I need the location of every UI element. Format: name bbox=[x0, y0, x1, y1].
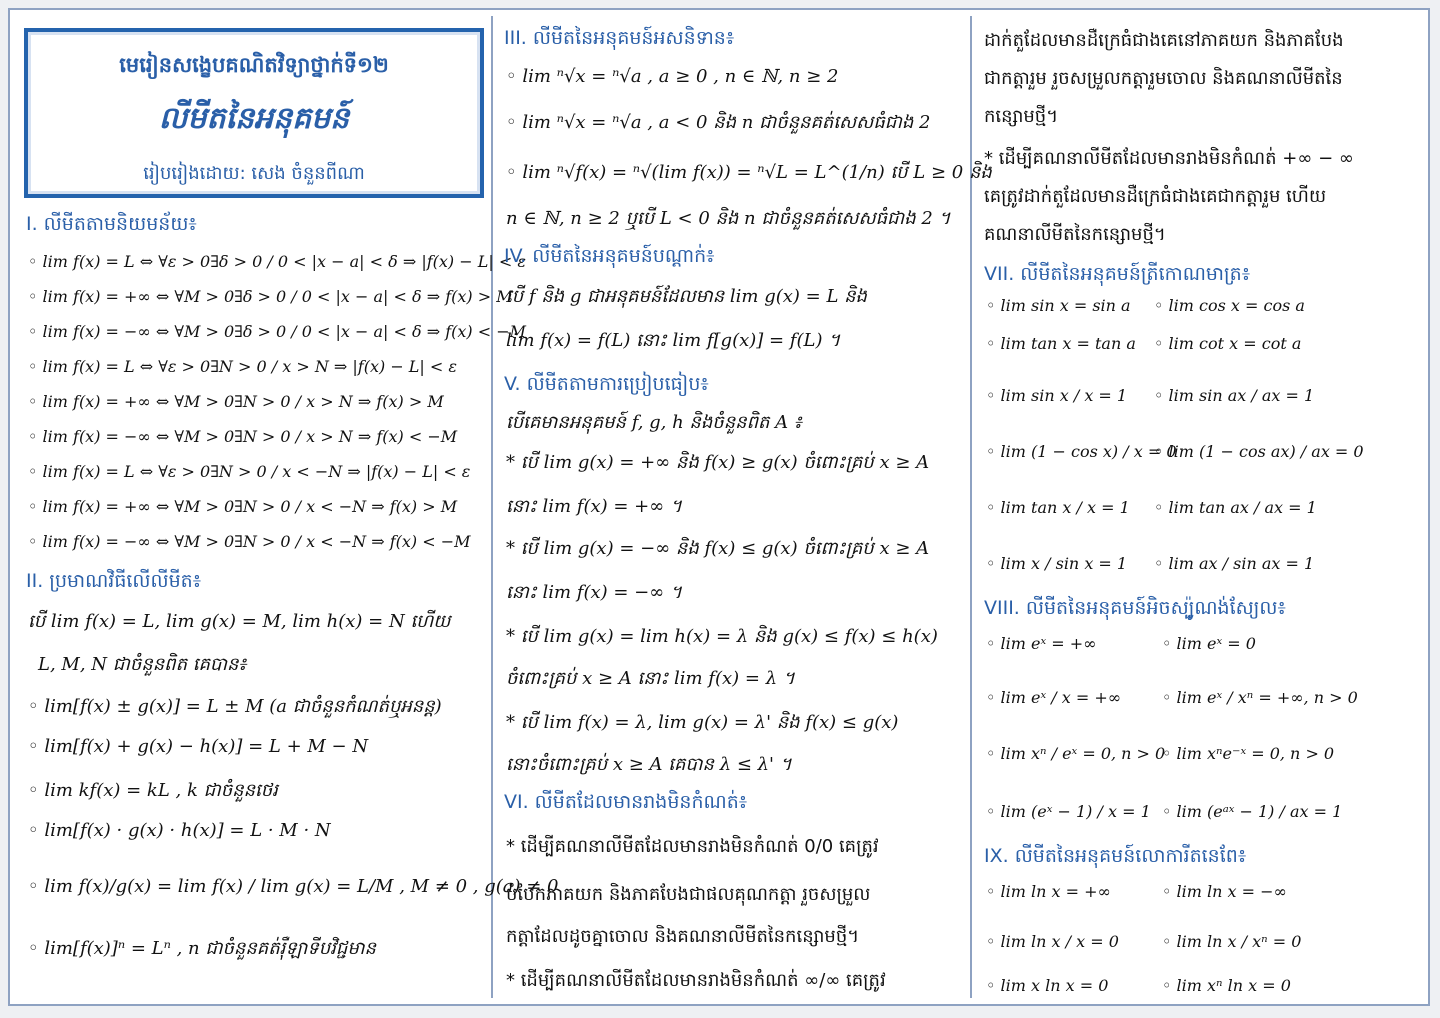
operation-line: ◦ lim f(x)/g(x) = lim f(x) / lim g(x) = L/M , M ≠ 0 , g(a) ≠ 0 bbox=[28, 876, 559, 897]
indeterminate-continued-line: គណនាលីមីតនៃកន្សោមថ្មី។ bbox=[984, 224, 1166, 245]
exp-formula: ◦ lim xⁿe⁻ˣ = 0, n > 0 bbox=[1162, 744, 1335, 763]
comparison-line: * បើ lim g(x) = −∞ និង f(x) ≤ g(x) ចំពោះគ្រប់ x ≥ A bbox=[506, 538, 930, 559]
exp-formula: ◦ lim eˣ = 0 bbox=[1162, 634, 1256, 653]
section-heading-1: I. លីមីតតាមនិយមន័យ៖ bbox=[26, 213, 197, 235]
irrational-line: ◦ lim ⁿ√f(x) = ⁿ√(lim f(x)) = ⁿ√L = L^(1/n) បើ L ≥ 0 និង bbox=[506, 162, 992, 183]
operation-line: បើ lim f(x) = L, lim g(x) = M, lim h(x) = N ហើយ bbox=[28, 611, 451, 632]
section-heading-3: III. លីមីតនៃអនុគមន៍អសនិទាន៖ bbox=[504, 27, 735, 49]
definition-line: ◦ lim f(x) = L ⇔ ∀ε > 0∃N > 0 / x < −N ⇒ |f(x) − L| < ε bbox=[28, 462, 471, 481]
title-box bbox=[24, 28, 484, 198]
indeterminate-continued-line: ដាក់តួដែលមានដឺក្រេធំជាងគេនៅភាគយក និងភាគបែង bbox=[984, 30, 1344, 51]
comparison-line: នោះ lim f(x) = +∞ ។ bbox=[506, 496, 682, 517]
log-formula: ◦ lim ln x / xⁿ = 0 bbox=[1162, 932, 1302, 951]
formula-sheet bbox=[8, 8, 1430, 1006]
section-heading-7: VII. លីមីតនៃអនុគមន៍ត្រីកោណមាត្រ៖ bbox=[984, 263, 1251, 285]
trig-formula: ◦ lim x / sin x = 1 bbox=[986, 554, 1128, 573]
trig-formula: ◦ lim sin x = sin a bbox=[986, 296, 1131, 315]
definition-line: ◦ lim f(x) = L ⇔ ∀ε > 0∃N > 0 / x > N ⇒ |f(x) − L| < ε bbox=[28, 357, 457, 376]
irrational-line: ◦ lim ⁿ√x = ⁿ√a , a < 0 និង n ជាចំនួនគត់សេសធំជាង 2 bbox=[506, 112, 931, 133]
indeterminate-line: * ដើម្បីគណនាលីមីតដែលមានរាងមិនកំណត់ ∞/∞ គេត្រូវ bbox=[506, 970, 886, 991]
indeterminate-continued-line: * ដើម្បីគណនាលីមីតដែលមានរាងមិនកំណត់ +∞ − ∞ bbox=[984, 148, 1354, 169]
column-1 bbox=[16, 14, 559, 1000]
exp-formula: ◦ lim (eᵃˣ − 1) / ax = 1 bbox=[1162, 802, 1343, 821]
trig-formula: ◦ lim cot x = cot a bbox=[1154, 334, 1302, 353]
exp-formula: ◦ lim (eˣ − 1) / x = 1 bbox=[986, 802, 1151, 821]
comparison-line: ចំពោះគ្រប់ x ≥ A នោះ lim f(x) = λ ។ bbox=[506, 668, 795, 689]
section-heading-6: VI. លីមីតដែលមានរាងមិនកំណត់៖ bbox=[504, 791, 748, 813]
indeterminate-continued-line: ជាកត្តារួម រួចសម្រួលកត្តារួមចោល និងគណនាលីមីតនៃ bbox=[984, 68, 1343, 89]
irrational-line: n ∈ ℕ, n ≥ 2 ឬបើ L < 0 និង n ជាចំនួនគត់សេសធំជាង 2 ។ bbox=[506, 208, 951, 229]
indeterminate-continued-line: គេត្រូវដាក់តួដែលមានដឺក្រេធំជាងគេជាកត្តារួម ហើយ bbox=[984, 186, 1327, 207]
operation-line: ◦ lim[f(x) ± g(x)] = L ± M (a ជាចំនួនកំណត់ឬអនន្ត) bbox=[28, 696, 442, 717]
composite-line: បើ f និង g ជាអនុគមន៍ដែលមាន lim g(x) = L និង bbox=[506, 286, 867, 307]
composite-line: lim f(x) = f(L) នោះ lim f[g(x)] = f(L) ។ bbox=[506, 330, 841, 351]
column-2 bbox=[496, 14, 992, 1000]
comparison-line: បើគេមានអនុគមន៍ f, g, h និងចំនួនពិត A ៖ bbox=[506, 412, 802, 433]
section-heading-8: VIII. លីមីតនៃអនុគមន៍អិចស្ប៉ូណង់ស្យែល៖ bbox=[984, 597, 1286, 619]
comparison-line: * បើ lim g(x) = +∞ និង f(x) ≥ g(x) ចំពោះគ្រប់ x ≥ A bbox=[506, 452, 930, 473]
log-formula: ◦ lim ln x = −∞ bbox=[1162, 882, 1287, 901]
trig-formula: ◦ lim tan x / x = 1 bbox=[986, 498, 1130, 517]
operation-line: ◦ lim[f(x) + g(x) − h(x)] = L + M − N bbox=[28, 736, 369, 757]
definition-line: ◦ lim f(x) = +∞ ⇔ ∀M > 0∃N > 0 / x < −N ⇒ f(x) > M bbox=[28, 497, 458, 516]
definition-line: ◦ lim f(x) = +∞ ⇔ ∀M > 0∃δ > 0 / 0 < |x − a| < δ ⇒ f(x) > M bbox=[28, 287, 513, 306]
trig-formula: ◦ lim sin ax / ax = 1 bbox=[1154, 386, 1315, 405]
indeterminate-line: បំបែកភាគយក និងភាគបែងជាផលគុណកត្តា រួចសម្រួល bbox=[506, 884, 871, 905]
exp-formula: ◦ lim eˣ / x = +∞ bbox=[986, 688, 1122, 707]
section-heading-2: II. ប្រមាណវិធីលើលីមីត៖ bbox=[26, 570, 202, 592]
section-heading-9: IX. លីមីតនៃអនុគមន៍លោការីតនេពែ៖ bbox=[984, 845, 1247, 867]
trig-formula: ◦ lim ax / sin ax = 1 bbox=[1154, 554, 1315, 573]
operation-line: ◦ lim kf(x) = kL , k ជាចំនួនថេរ bbox=[28, 780, 278, 801]
log-formula: ◦ lim ln x = +∞ bbox=[986, 882, 1111, 901]
author-line: រៀបរៀងដោយ: សេង ចំនួនពីណា bbox=[143, 163, 365, 184]
log-formula: ◦ lim xⁿ ln x = 0 bbox=[1162, 976, 1291, 995]
indeterminate-continued-line: កន្សោមថ្មី។ bbox=[984, 106, 1059, 127]
operation-line: L, M, N ជាចំនួនពិត គេបាន៖ bbox=[38, 654, 247, 675]
exp-formula: ◦ lim xⁿ / eˣ = 0, n > 0 bbox=[986, 744, 1166, 763]
definition-line: ◦ lim f(x) = −∞ ⇔ ∀M > 0∃N > 0 / x > N ⇒ f(x) < −M bbox=[28, 427, 458, 446]
definition-line: ◦ lim f(x) = −∞ ⇔ ∀M > 0∃N > 0 / x < −N ⇒ f(x) < −M bbox=[28, 532, 471, 551]
exp-formula: ◦ lim eˣ / xⁿ = +∞, n > 0 bbox=[1162, 688, 1358, 707]
trig-formula: ◦ lim (1 − cos ax) / ax = 0 bbox=[1154, 442, 1364, 461]
indeterminate-line: កត្តាដែលដូចគ្នាចោល និងគណនាលីមីតនៃកន្សោមថ្មី។ bbox=[506, 926, 860, 947]
operation-line: ◦ lim[f(x)]ⁿ = Lⁿ , n ជាចំនួនគត់រ៉ឺឡាទីបវិជ្ជមាន bbox=[28, 938, 376, 959]
log-formula: ◦ lim ln x / x = 0 bbox=[986, 932, 1119, 951]
definition-line: ◦ lim f(x) = L ⇔ ∀ε > 0∃δ > 0 / 0 < |x − a| < δ ⇒ |f(x) − L| < ε bbox=[28, 252, 526, 271]
log-formula: ◦ lim x ln x = 0 bbox=[986, 976, 1109, 995]
trig-formula: ◦ lim sin x / x = 1 bbox=[986, 386, 1128, 405]
trig-formula: ◦ lim cos x = cos a bbox=[1154, 296, 1305, 315]
comparison-line: នោះ lim f(x) = −∞ ។ bbox=[506, 582, 682, 603]
operation-line: ◦ lim[f(x) · g(x) · h(x)] = L · M · N bbox=[28, 820, 331, 841]
lesson-subtitle: មេរៀនសង្ខេបគណិតវិទ្យាថ្នាក់ទី១២ bbox=[119, 53, 389, 77]
definition-line: ◦ lim f(x) = −∞ ⇔ ∀M > 0∃δ > 0 / 0 < |x − a| < δ ⇒ f(x) < −M bbox=[28, 322, 527, 341]
comparison-line: * បើ lim g(x) = lim h(x) = λ និង g(x) ≤ f(x) ≤ h(x) bbox=[506, 626, 938, 647]
comparison-line: នោះចំពោះគ្រប់ x ≥ A គេបាន λ ≤ λ' ។ bbox=[506, 754, 792, 775]
column-divider bbox=[491, 16, 493, 998]
indeterminate-line: * ដើម្បីគណនាលីមីតដែលមានរាងមិនកំណត់ 0/0 គេត្រូវ bbox=[506, 836, 879, 857]
column-3 bbox=[976, 14, 1426, 1000]
trig-formula: ◦ lim tan x = tan a bbox=[986, 334, 1136, 353]
section-heading-5: V. លីមីតតាមការប្រៀបធៀប៖ bbox=[504, 373, 709, 395]
comparison-line: * បើ lim f(x) = λ, lim g(x) = λ' និង f(x) ≤ g(x) bbox=[506, 712, 899, 733]
definition-line: ◦ lim f(x) = +∞ ⇔ ∀M > 0∃N > 0 / x > N ⇒ f(x) > M bbox=[28, 392, 444, 411]
exp-formula: ◦ lim eˣ = +∞ bbox=[986, 634, 1097, 653]
lesson-title: លីមីតនៃអនុគមន៍ bbox=[158, 101, 350, 136]
section-heading-4: IV. លីមីតនៃអនុគមន៍បណ្ដាក់៖ bbox=[504, 245, 715, 267]
irrational-line: ◦ lim ⁿ√x = ⁿ√a , a ≥ 0 , n ∈ ℕ, n ≥ 2 bbox=[506, 66, 839, 87]
trig-formula: ◦ lim tan ax / ax = 1 bbox=[1154, 498, 1317, 517]
trig-formula: ◦ lim (1 − cos x) / x = 0 bbox=[986, 442, 1177, 461]
